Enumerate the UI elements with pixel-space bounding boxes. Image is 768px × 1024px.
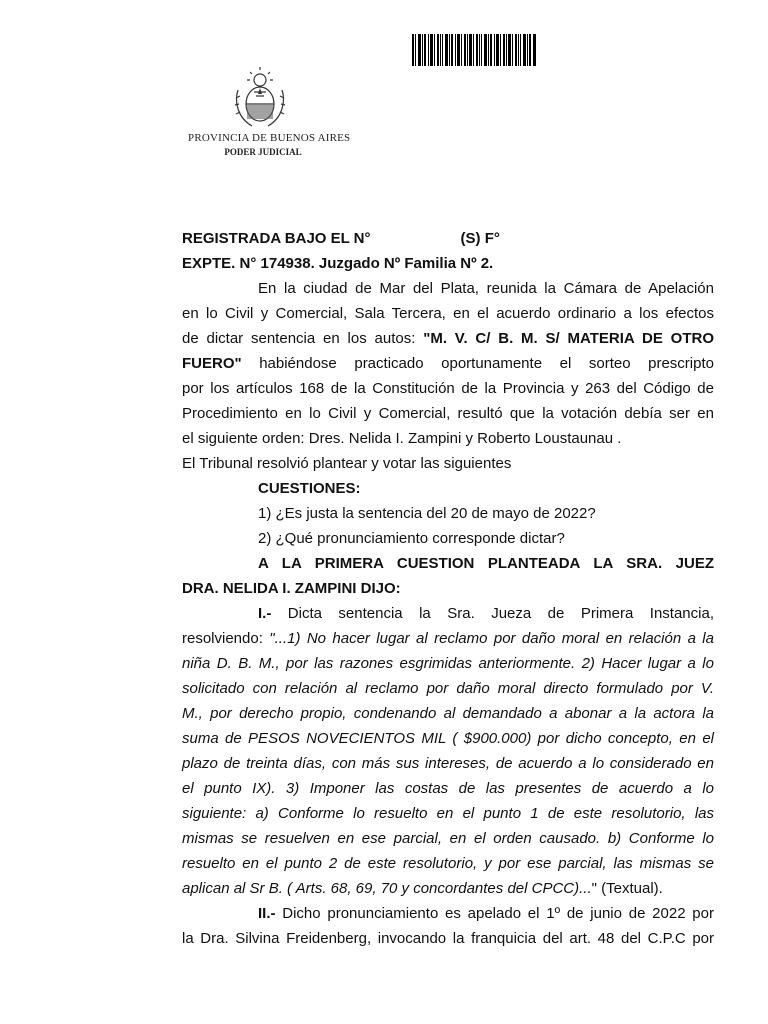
section-heading: DRA. NELIDA I. ZAMPINI DIJO: — [182, 580, 401, 597]
text-run: Dicho pronunciamiento es apelado el 1º de junio de 2022 por — [275, 905, 714, 922]
quoted-line: solicitado con relación al reclamo por daño moral directo formulado por V. — [182, 680, 714, 697]
folio-label: (S) F° — [460, 230, 500, 247]
paragraph-line: en lo Civil y Comercial, Sala Tercera, en el acuerdo ordinario a los efectos — [182, 305, 714, 322]
paragraph-line — [182, 901, 714, 926]
question-item: 2) ¿Qué pronunciamiento corresponde dictar? — [258, 530, 565, 547]
org-name: PROVINCIA DE BUENOS AIRES — [188, 132, 351, 144]
case-title: "M. V. C/ B. M. S/ MATERIA DE OTRO — [423, 330, 714, 347]
paragraph-line — [182, 351, 714, 376]
text-run: habiéndose practicado oportunamente el sorteo prescripto — [241, 355, 714, 372]
paragraph-line: el siguiente orden: Dres. Nelida I. Zampini y Roberto Loustaunau . — [182, 430, 622, 447]
quoted-line: resuelto en el punto 2 de este resolutorio, y por ese parcial, las mismas se — [182, 855, 714, 872]
section-number: I.- — [258, 605, 272, 622]
question-item: 1) ¿Es justa la sentencia del 20 de mayo de 2022? — [258, 505, 596, 522]
quoted-line: siguiente: a) Conforme lo resuelto en el punto 1 de este resolutorio, las — [182, 805, 714, 822]
barcode — [412, 34, 536, 66]
quoted-line — [182, 876, 714, 901]
quoted-text: "...1) No hacer lugar al reclamo por daño moral en relación a la — [269, 630, 714, 647]
quoted-line: M., por derecho propio, condenando al demandado a abonar a la actora la — [182, 705, 714, 722]
paragraph-line — [182, 626, 714, 651]
quoted-line: el punto IX). 3) Imponer las costas de las presentes de acuerdo a lo — [182, 780, 714, 797]
paragraph-line: por los artículos 168 de la Constitución de la Provincia y 263 del Código de — [182, 380, 714, 397]
paragraph-line: Procedimiento en lo Civil y Comercial, resultó que la votación debía ser en — [182, 405, 714, 422]
questions-heading: CUESTIONES: — [258, 480, 361, 497]
case-number-line: EXPTE. N° 174938. Juzgado Nº Familia Nº 2. — [182, 255, 494, 272]
quoted-line: plazo de treinta días, con más sus intereses, de acuerdo a lo considerado en — [182, 755, 714, 772]
text-run: de dictar sentencia en los autos: — [182, 330, 424, 347]
paragraph-line: la Dra. Silvina Freidenberg, invocando la franquicia del art. 48 del C.P.C por — [182, 930, 714, 947]
text-run: Dicta sentencia la Sra. Jueza de Primera Instancia, — [271, 605, 714, 622]
document-body — [182, 226, 714, 951]
quoted-line: mismas se resuelven en ese parcial, en el orden causado. b) Conforme lo — [182, 830, 714, 847]
registration-line — [182, 226, 714, 251]
coat-of-arms-seal — [232, 66, 288, 130]
registration-label: REGISTRADA BAJO EL N° — [182, 230, 371, 247]
org-subtitle: PODER JUDICIAL — [224, 147, 302, 157]
paragraph-line — [182, 326, 714, 351]
quoted-text: aplican al Sr B. ( Arts. 68, 69, 70 y concordantes del CPCC)... — [182, 880, 592, 897]
quoted-line: suma de PESOS NOVECIENTOS MIL ( $900.000) por dicho concepto, en el — [182, 730, 714, 747]
section-heading: A LA PRIMERA CUESTION PLANTEADA LA SRA. JUEZ — [258, 555, 714, 572]
paragraph-line — [182, 601, 714, 626]
case-title: FUERO" — [182, 355, 242, 372]
paragraph-line: El Tribunal resolvió plantear y votar las siguientes — [182, 455, 512, 472]
text-run: resolviendo: — [182, 630, 270, 647]
text-run: " (Textual). — [591, 880, 663, 897]
paragraph-line: En la ciudad de Mar del Plata, reunida la Cámara de Apelación — [258, 280, 714, 297]
quoted-line: niña D. B. M., por las razones esgrimidas anteriormente. 2) Hacer lugar a lo — [182, 655, 714, 672]
section-number: II.- — [258, 905, 276, 922]
